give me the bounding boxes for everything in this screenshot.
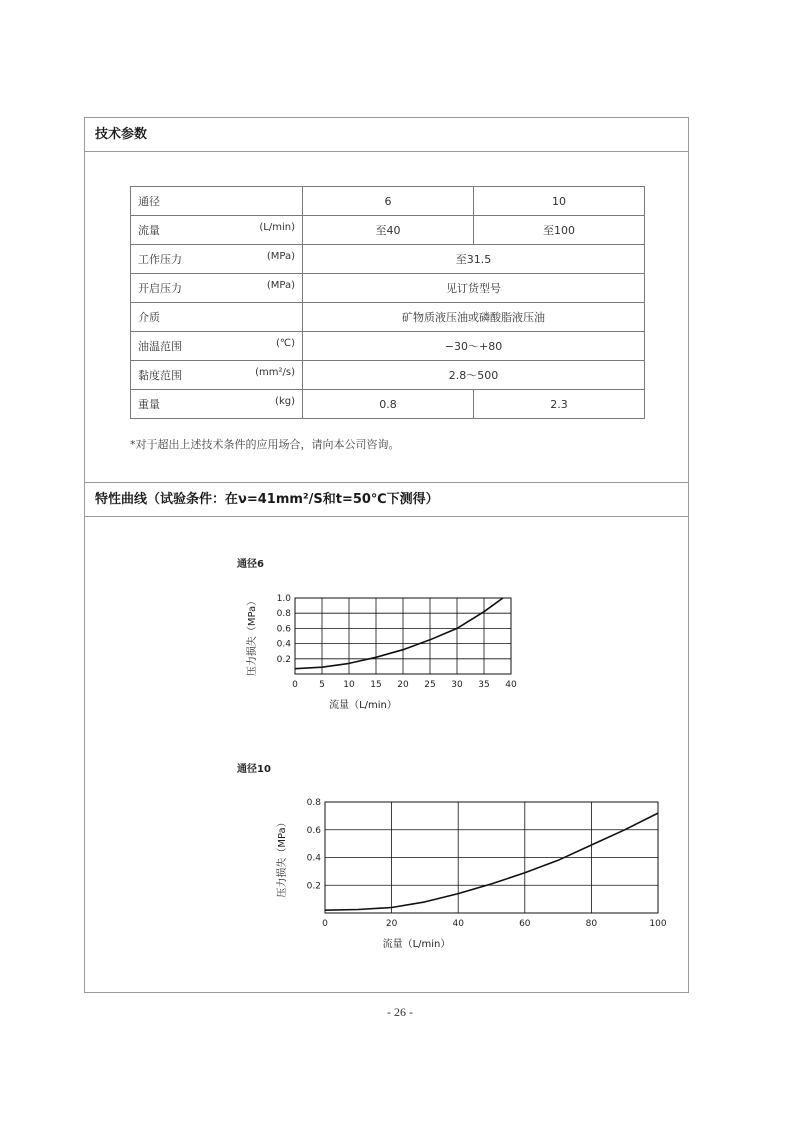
spec-sheet-frame xyxy=(84,117,689,993)
chart-nominal-size-6 xyxy=(225,583,525,723)
x-tick-label: 0 xyxy=(292,680,298,690)
y-tick-label: 0.8 xyxy=(306,798,321,808)
spec-row xyxy=(131,187,645,216)
spec-param-name: 黏度范围 xyxy=(138,369,182,382)
spec-param-name: 流量 xyxy=(138,224,160,237)
series-line xyxy=(325,813,658,910)
x-tick-label: 20 xyxy=(397,680,409,690)
spec-param-unit: (℃) xyxy=(275,338,295,349)
spec-value: −30～+80 xyxy=(303,332,645,361)
chart-title-6: 通径6 xyxy=(237,559,264,570)
y-tick-label: 1.0 xyxy=(276,594,291,604)
y-axis-label: 压力损失（MPa） xyxy=(277,817,288,898)
x-tick-label: 15 xyxy=(370,680,382,690)
spec-value: 矿物质液压油或磷酸脂液压油 xyxy=(303,303,645,332)
spec-row xyxy=(131,361,645,390)
spec-value: 10 xyxy=(474,187,645,216)
y-tick-label: 0.2 xyxy=(276,654,291,665)
spec-row xyxy=(131,390,645,419)
x-tick-label: 25 xyxy=(424,680,436,690)
spec-param-name: 工作压力 xyxy=(138,253,182,266)
x-tick-label: 60 xyxy=(519,919,531,929)
spec-param-unit: (mm²/s) xyxy=(255,367,295,378)
spec-value: 至31.5 xyxy=(303,245,645,274)
x-tick-label: 20 xyxy=(385,919,398,929)
spec-value: 见订货型号 xyxy=(303,274,645,303)
spec-row xyxy=(131,245,645,274)
spec-row xyxy=(131,332,645,361)
x-tick-label: 10 xyxy=(343,680,355,690)
spec-note: *对于超出上述技术条件的应用场合，请向本公司咨询。 xyxy=(130,438,400,451)
y-axis-label: 压力损失（MPa） xyxy=(247,595,258,677)
spec-table xyxy=(130,186,645,419)
x-tick-label: 40 xyxy=(505,680,517,690)
spec-value: 2.3 xyxy=(474,390,645,419)
series-line xyxy=(295,598,503,669)
x-axis-label: 流量（L/min） xyxy=(329,700,397,711)
section-title-tech-params: 技术参数 xyxy=(85,118,688,152)
y-tick-label: 0.4 xyxy=(306,853,321,864)
spec-param-unit: (L/min) xyxy=(259,222,295,233)
x-tick-label: 100 xyxy=(649,919,667,929)
chart-title-10: 通径10 xyxy=(237,764,271,775)
page-number: - 26 - xyxy=(387,1005,413,1019)
spec-param-unit: (MPa) xyxy=(266,280,295,291)
y-tick-label: 0.6 xyxy=(276,624,291,635)
spec-param-name: 介质 xyxy=(138,311,160,324)
x-tick-label: 5 xyxy=(319,680,325,690)
spec-param-name: 通径 xyxy=(138,195,160,208)
spec-value: 至100 xyxy=(474,216,645,245)
x-tick-label: 35 xyxy=(478,680,490,690)
spec-value: 至40 xyxy=(303,216,474,245)
chart-nominal-size-10 xyxy=(210,788,667,953)
spec-param-name: 油温范围 xyxy=(138,340,182,353)
spec-row xyxy=(131,216,645,245)
spec-row xyxy=(131,274,645,303)
x-tick-label: 80 xyxy=(585,919,598,929)
x-tick-label: 0 xyxy=(322,919,328,929)
spec-row xyxy=(131,303,645,332)
spec-param-name: 重量 xyxy=(138,398,160,411)
spec-param-unit: (kg) xyxy=(275,396,295,407)
x-tick-label: 30 xyxy=(451,680,463,690)
x-axis-label: 流量（L/min） xyxy=(382,939,451,950)
spec-value: 6 xyxy=(303,187,474,216)
section-title-curves: 特性曲线（试验条件：在ν=41mm²/S和t=50℃下测得） xyxy=(85,482,688,517)
x-tick-label: 40 xyxy=(452,919,464,929)
y-tick-label: 0.8 xyxy=(276,609,291,620)
y-tick-label: 0.2 xyxy=(306,881,321,892)
spec-value: 0.8 xyxy=(303,390,474,419)
y-tick-label: 0.6 xyxy=(306,825,321,836)
spec-value: 2.8～500 xyxy=(303,361,645,390)
y-tick-label: 0.4 xyxy=(276,639,291,650)
spec-param-unit: (MPa) xyxy=(266,251,295,262)
spec-param-name: 开启压力 xyxy=(138,282,182,295)
